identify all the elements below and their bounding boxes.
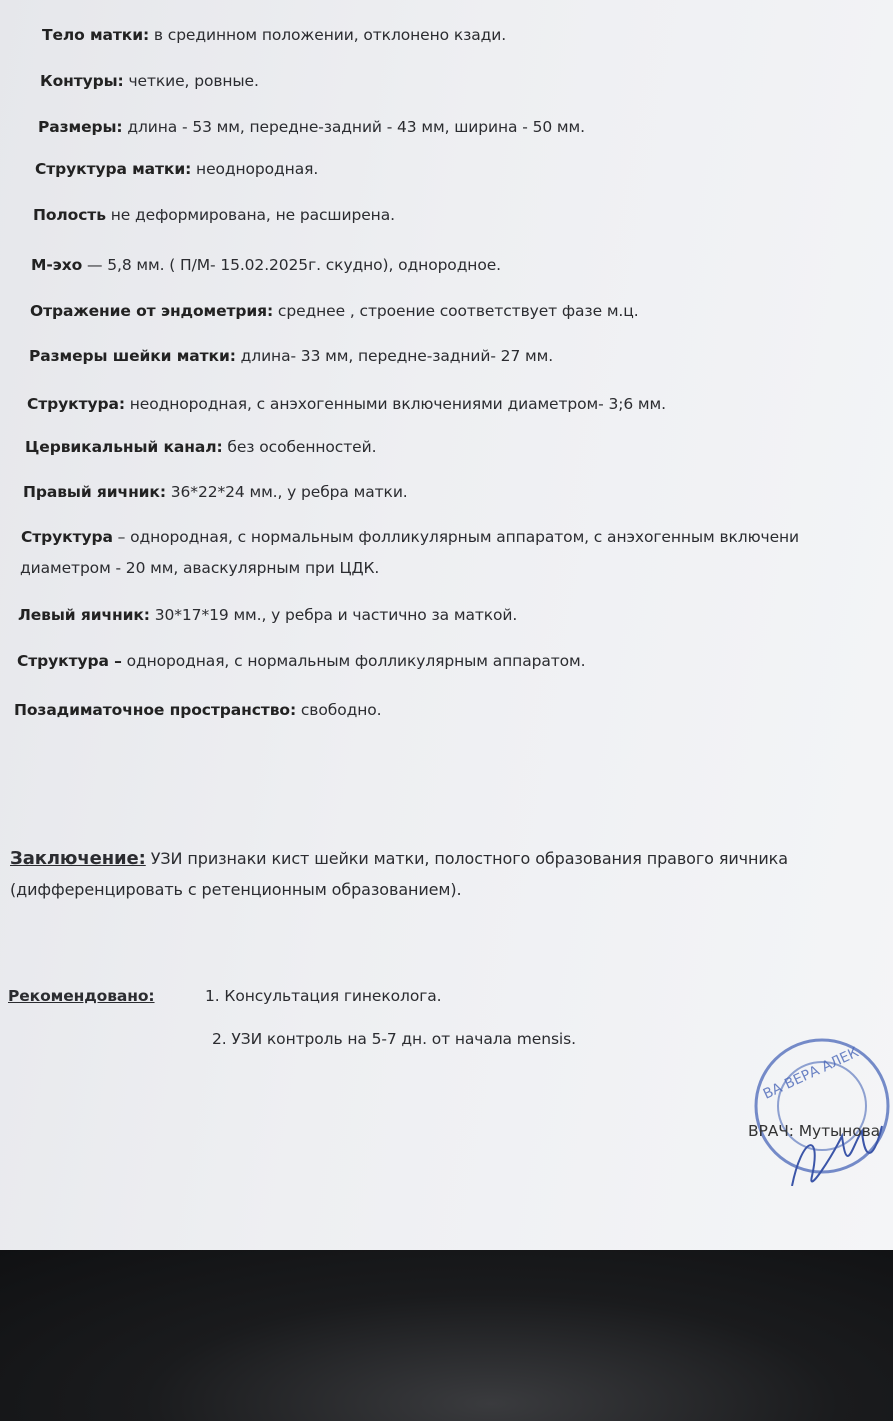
line-m-echo: М-эхо — 5,8 мм. ( П/М- 15.02.2025г. скудно), однородное. <box>31 256 501 274</box>
line-uterus-structure: Структура матки: неоднородная. <box>35 160 319 178</box>
line-left-ovary-structure: Структура – однородная, с нормальным фолликулярным аппаратом. <box>17 652 586 670</box>
background-surface <box>0 1250 893 1421</box>
line-right-ovary-structure: Структура – однородная, с нормальным фолликулярным аппаратом, с анэхогенным включени <box>21 528 800 546</box>
line-right-ovary: Правый яичник: 36*22*24 мм., у ребра матки. <box>23 483 408 501</box>
conclusion-cont: (дифференцировать с ретенционным образованием). <box>10 880 462 899</box>
recommendation-item: 2. УЗИ контроль на 5-7 дн. от начала mensis. <box>212 1030 576 1048</box>
line-retrouterine-space: Позадиматочное пространство: свободно. <box>14 701 382 719</box>
doctor-stamp <box>752 1036 893 1186</box>
recommendation-item: 1. Консультация гинеколога. <box>205 987 442 1005</box>
line-contours: Контуры: четкие, ровные. <box>40 72 259 90</box>
line-cervix-structure: Структура: неоднородная, с анэхогенными включениями диаметром- 3;6 мм. <box>27 395 666 413</box>
recommended-label: Рекомендовано: <box>8 987 155 1005</box>
line-uterus-body: Тело матки: в срединном положении, отклонено кзади. <box>42 26 507 44</box>
line-left-ovary: Левый яичник: 30*17*19 мм., у ребра и частично за маткой. <box>18 606 518 624</box>
line-cervical-canal: Цервикальный канал: без особенностей. <box>25 438 377 456</box>
line-cervix-sizes: Размеры шейки матки: длина- 33 мм, передне-задний- 27 мм. <box>29 347 554 365</box>
conclusion: Заключение: УЗИ признаки кист шейки матки, полостного образования правого яичника <box>10 848 788 869</box>
line-right-ovary-structure-cont: диаметром - 20 мм, аваскулярным при ЦДК. <box>20 559 380 577</box>
line-cavity: Полость не деформирована, не расширена. <box>33 206 395 224</box>
doctor-name: ВРАЧ: Мутынова <box>748 1122 881 1140</box>
line-endometrium: Отражение от эндометрия: среднее , строение соответствует фазе м.ц. <box>30 302 639 320</box>
line-sizes: Размеры: длина - 53 мм, передне-задний - 43 мм, ширина - 50 мм. <box>38 118 585 136</box>
svg-text:ВА ВЕРА АЛЕК: ВА ВЕРА АЛЕК <box>760 1044 862 1103</box>
